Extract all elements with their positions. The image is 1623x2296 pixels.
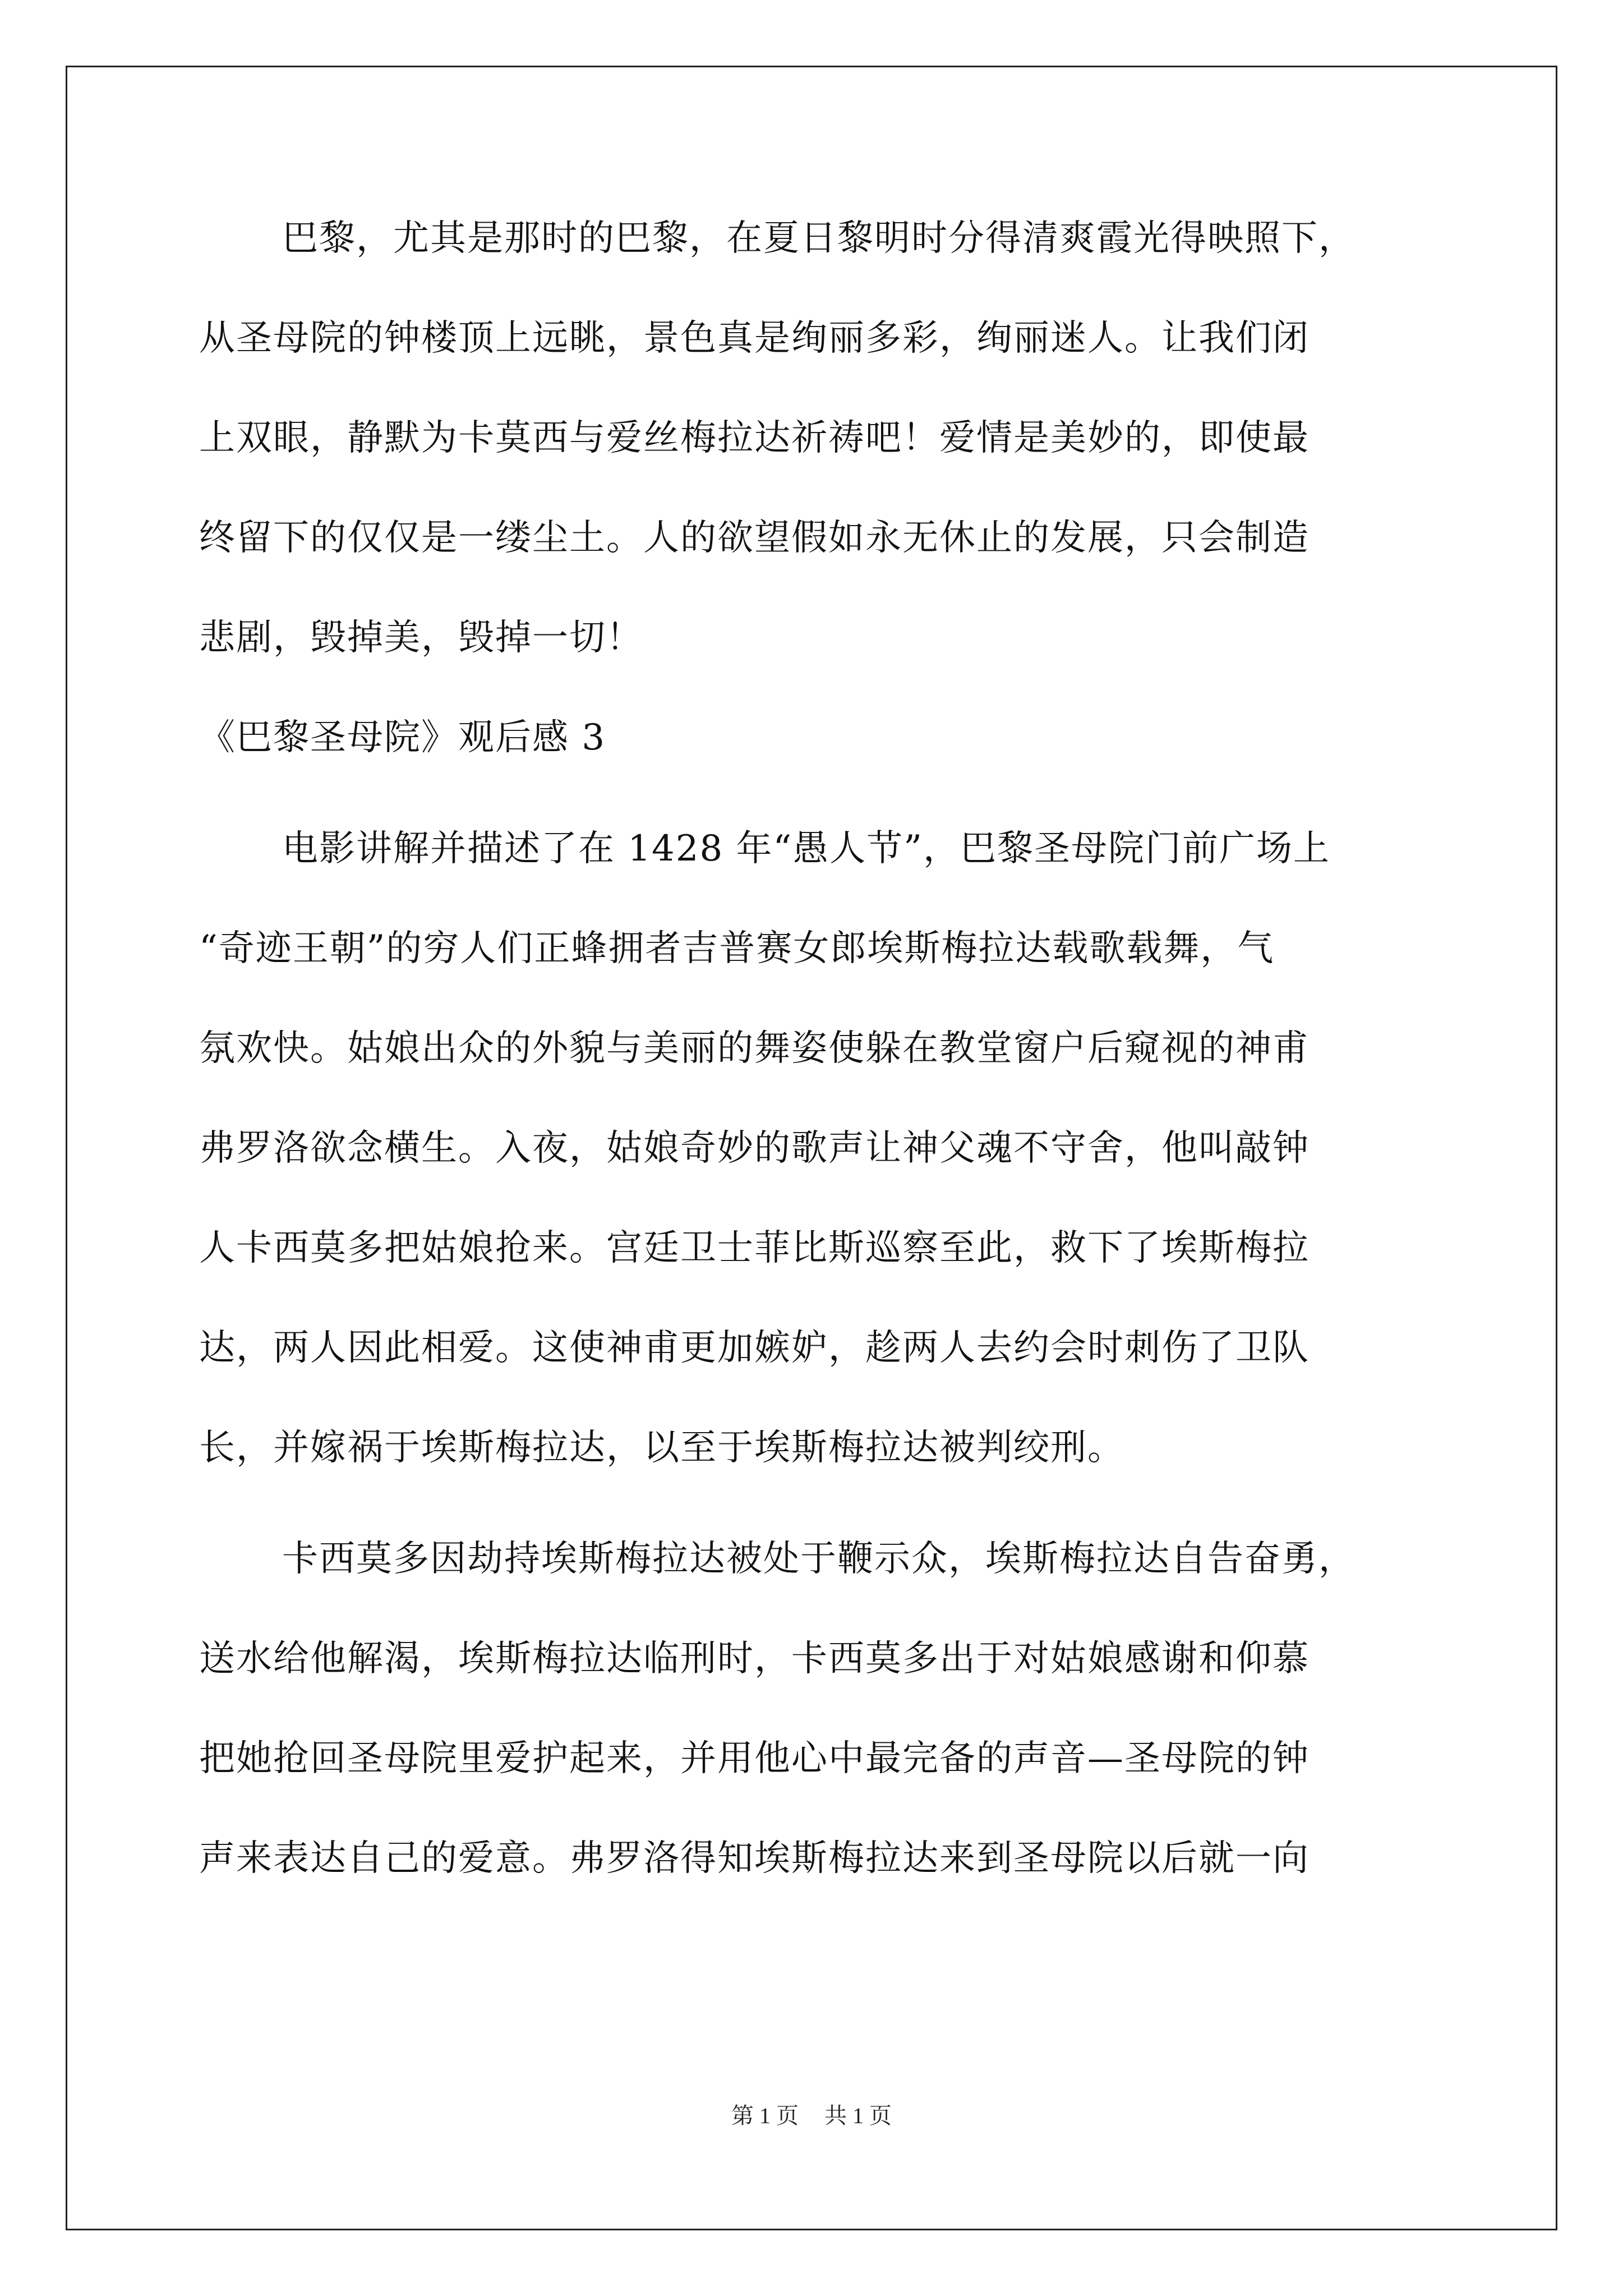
page-total: 共 1 页 <box>824 2103 892 2128</box>
paragraph-line: 从圣母院的钟楼顶上远眺，景色真是绚丽多彩，绚丽迷人。让我们闭 <box>199 318 1310 359</box>
paragraph-line: 人卡西莫多把姑娘抢来。宫廷卫士菲比斯巡察至此，救下了埃斯梅拉 <box>199 1227 1310 1269</box>
paragraph-line: 电影讲解并描述了在 1428 年“愚人节”，巴黎圣母院门前广场上 <box>282 828 1330 869</box>
paragraph-line: 上双眼，静默为卡莫西与爱丝梅拉达祈祷吧！爱情是美妙的，即使最 <box>199 417 1310 459</box>
paragraph-line: 达，两人因此相爱。这使神甫更加嫉妒，趁两人去约会时刺伤了卫队 <box>199 1327 1310 1369</box>
paragraph-line: 声来表达自己的爱意。弗罗洛得知埃斯梅拉达来到圣母院以后就一向 <box>199 1838 1310 1879</box>
paragraph-1 <box>199 210 1472 710</box>
paragraph-line: “奇迹王朝”的穷人们正蜂拥者吉普赛女郎埃斯梅拉达载歌载舞，气 <box>199 928 1275 969</box>
page-footer <box>0 2098 1623 2130</box>
document-body <box>199 210 1472 1930</box>
paragraph-line: 卡西莫多因劫持埃斯梅拉达被处于鞭示众，埃斯梅拉达自告奋勇， <box>282 1538 1355 1580</box>
paragraph-line: 巴黎，尤其是那时的巴黎，在夏日黎明时分得清爽霞光得映照下， <box>282 218 1355 259</box>
paragraph-line: 长，并嫁祸于埃斯梅拉达，以至于埃斯梅拉达被判绞刑。 <box>199 1427 1124 1469</box>
paragraph-3 <box>199 1531 1472 1930</box>
paragraph-line: 把她抢回圣母院里爱护起来，并用他心中最完备的声音—圣母院的钟 <box>199 1738 1310 1779</box>
section-title: 《巴黎圣母院》观后感 3 <box>199 717 606 758</box>
paragraph-line: 终留下的仅仅是一缕尘土。人的欲望假如永无休止的发展，只会制造 <box>199 517 1310 559</box>
paragraph-line: 送水给他解渴，埃斯梅拉达临刑时，卡西莫多出于对姑娘感谢和仰慕 <box>199 1638 1310 1680</box>
paragraph-2 <box>199 821 1472 1531</box>
paragraph-line: 弗罗洛欲念横生。入夜，姑娘奇妙的歌声让神父魂不守舍，他叫敲钟 <box>199 1128 1310 1169</box>
paragraph-line: 悲剧，毁掉美，毁掉一切！ <box>199 617 643 659</box>
paragraph-line: 氛欢快。姑娘出众的外貌与美丽的舞姿使躲在教堂窗户后窥视的神甫 <box>199 1028 1310 1069</box>
page-number: 第 1 页 <box>731 2103 799 2128</box>
